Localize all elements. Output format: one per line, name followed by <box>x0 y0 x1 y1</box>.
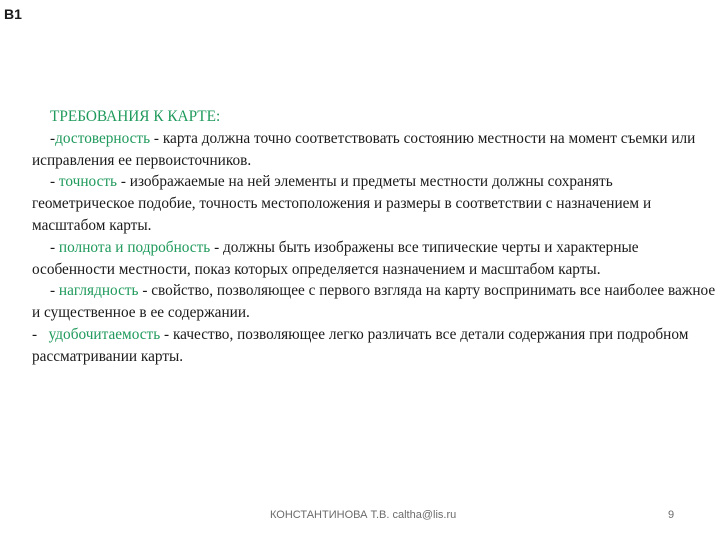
section-title: ТРЕБОВАНИЯ К КАРТЕ: <box>50 108 221 125</box>
item-prefix: - <box>50 129 56 147</box>
slide-id: B1 <box>4 6 22 22</box>
footer-author: КОНСТАНТИНОВА Т.В. caltha@lis.ru <box>270 509 457 521</box>
item-prefix: - <box>50 282 59 300</box>
item-text: - карта должна точно соответствовать состоянию местности на момент съемки или исправления ее первоисточников. <box>32 129 696 169</box>
page-number: 9 <box>668 509 675 521</box>
term-reliability: достоверность <box>55 129 151 147</box>
term-clarity: наглядность <box>58 282 139 300</box>
item-prefix: - <box>50 238 59 256</box>
requirement-item-reliability <box>32 128 716 172</box>
term-readability: удобочитаемость <box>48 325 161 343</box>
requirement-item-completeness <box>32 237 716 281</box>
item-text: - качество, позволяющее легко различать все детали содержания при подробном рассматривании карты. <box>32 325 693 365</box>
requirement-item-readability <box>32 324 716 368</box>
term-accuracy: точность <box>58 173 118 191</box>
item-text: - должны быть изображены все типические черты и характерные особенности местности, показ которых определяется назначением и масштабом карты. <box>32 238 639 278</box>
term-completeness: полнота и подробность <box>58 238 211 256</box>
item-prefix: - <box>50 173 59 191</box>
item-text: - свойство, позволяющее с первого взгляда на карту воспринимать все наиболее важное и существенное в ее содержании. <box>32 282 716 322</box>
requirement-item-accuracy <box>32 171 716 236</box>
item-prefix: - <box>32 325 49 343</box>
requirement-item-clarity <box>32 280 716 324</box>
item-text: - изображаемые на ней элементы и предметы местности должны сохранять геометрическое подобие, точность местоположения и размеры в соответствии с назначением и масштабом карты. <box>32 173 652 234</box>
slide-content <box>32 106 716 368</box>
